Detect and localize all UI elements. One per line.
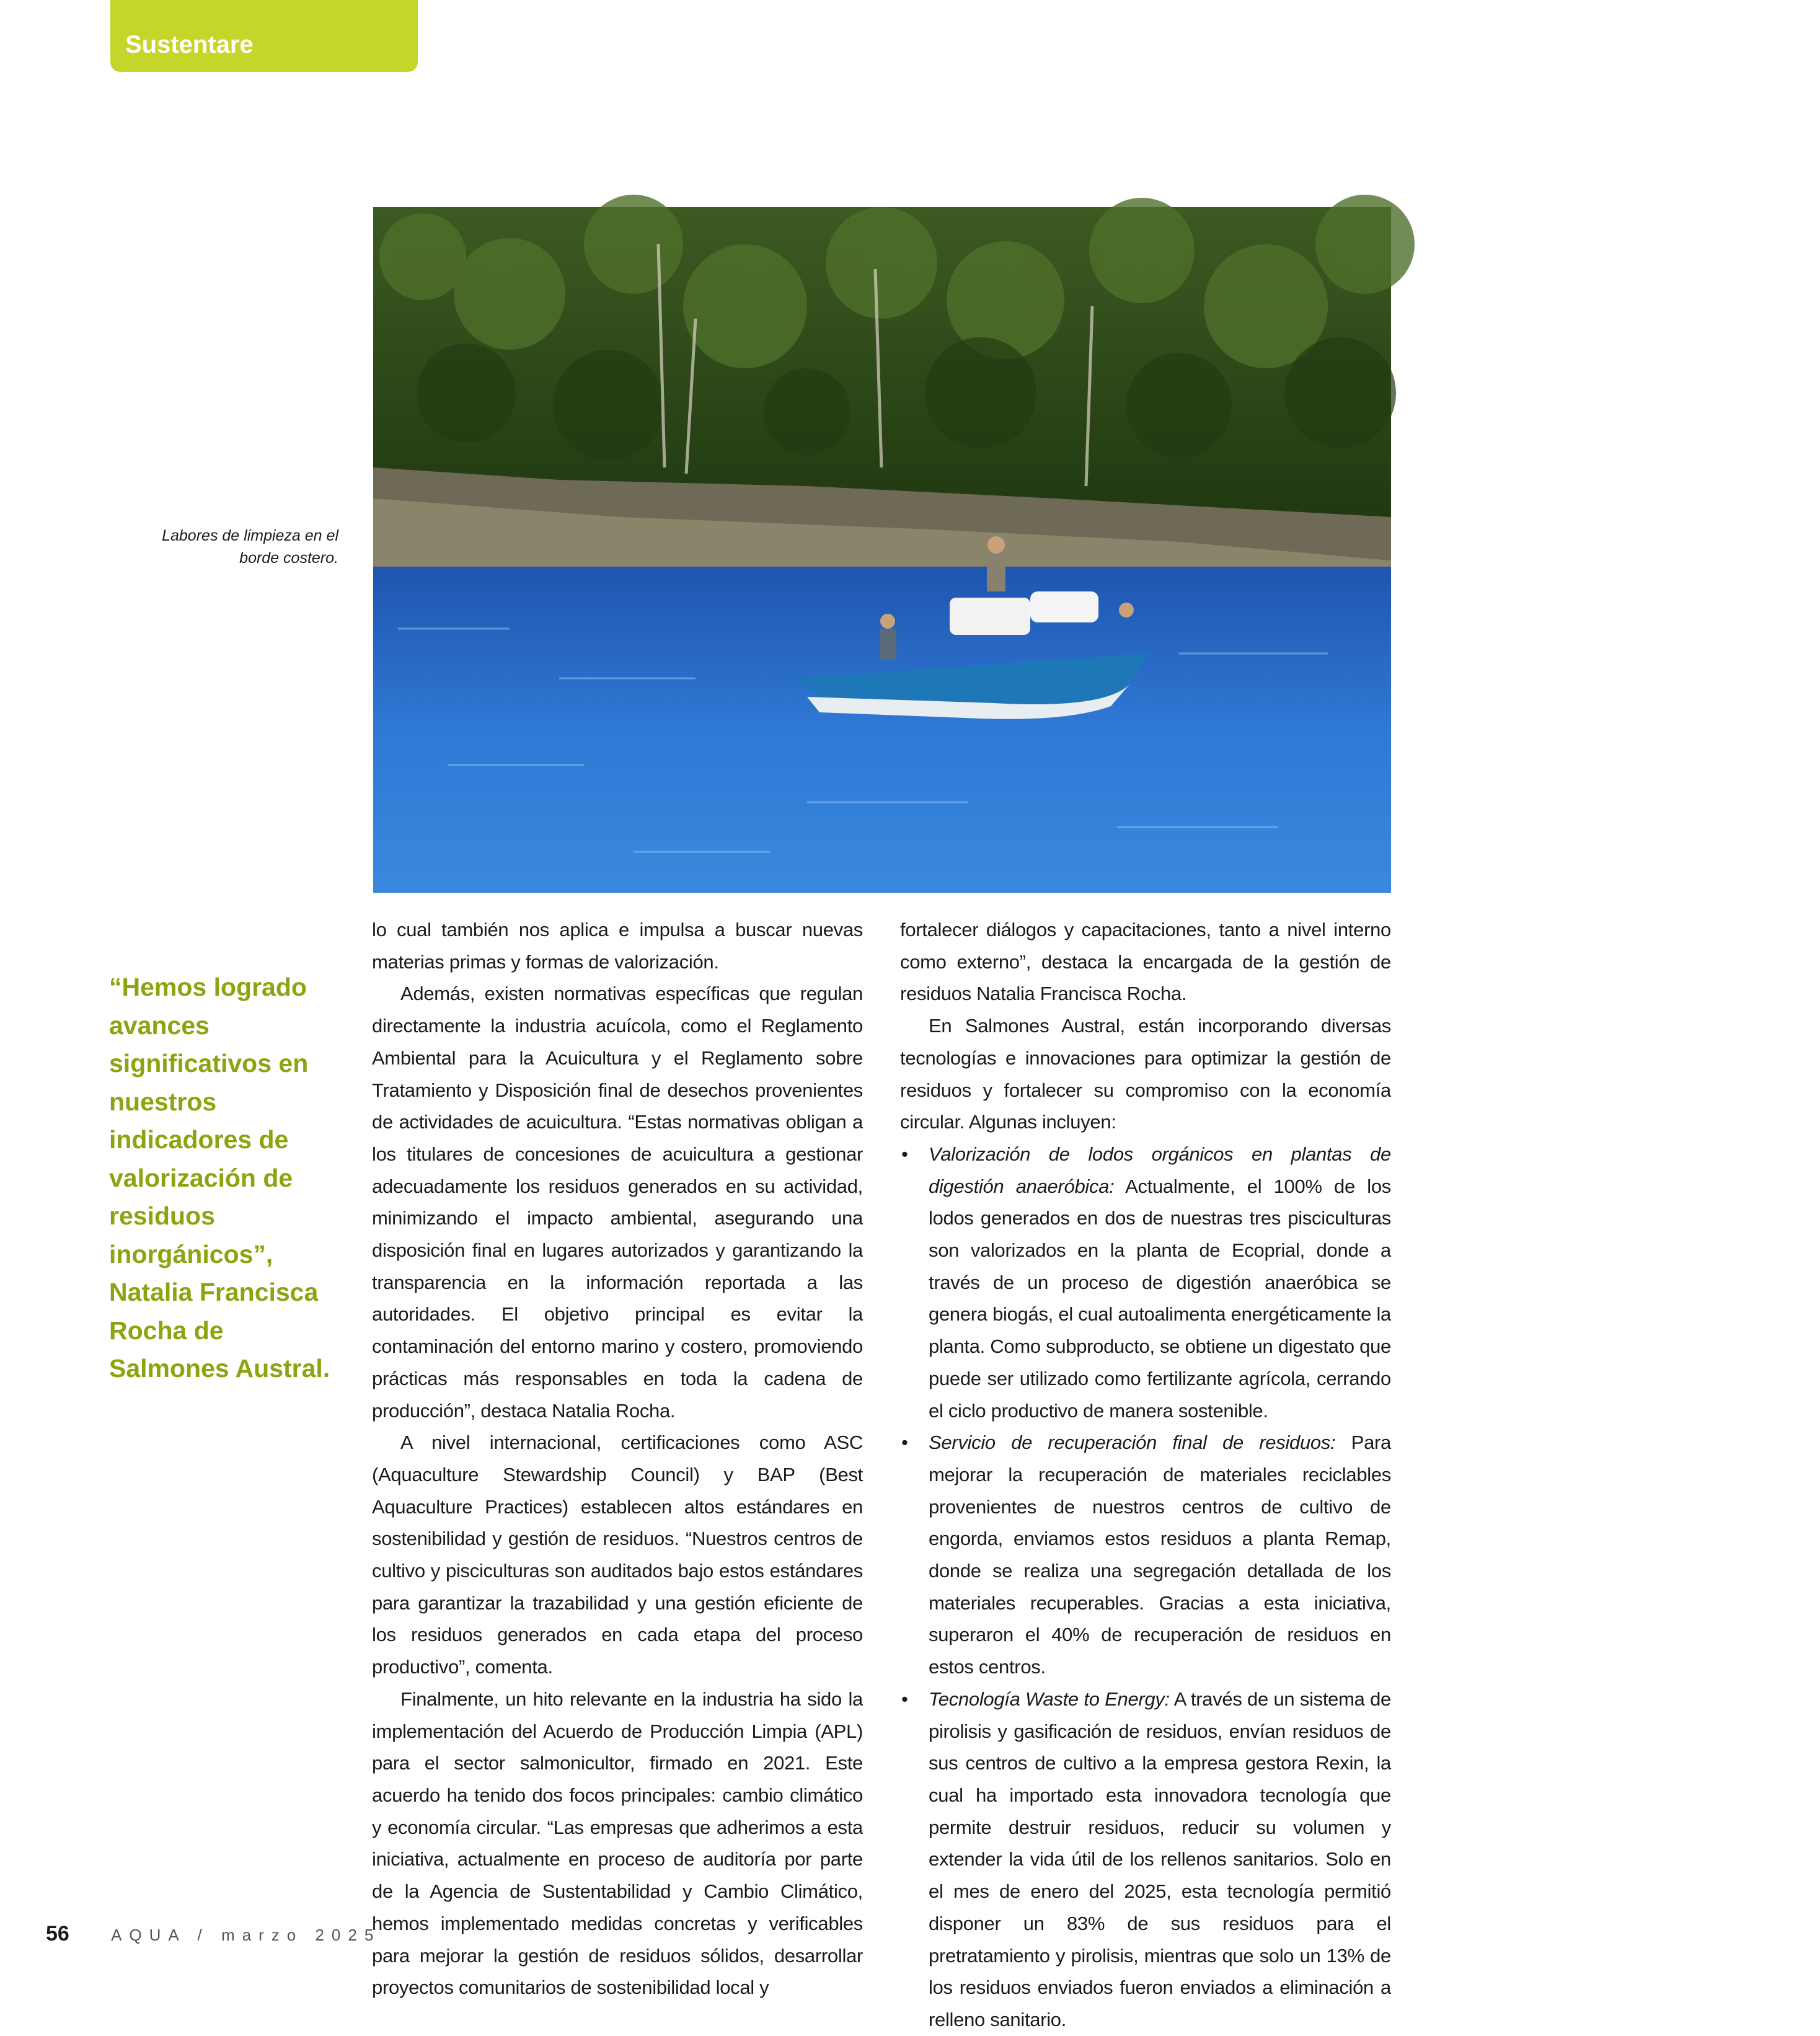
list-item bbox=[900, 1427, 1391, 1683]
article-column-2 bbox=[900, 914, 1391, 2036]
magazine-issue: AQUA / marzo 2025 bbox=[111, 1926, 381, 1944]
section-tab bbox=[110, 0, 418, 72]
paragraph: En Salmones Austral, están incorporando diversas tecnologías e innovaciones para optimizar la gestión de residuos y fortalecer su compromiso con la economía circular. Algunas incluyen: bbox=[900, 1015, 1391, 1133]
page-footer bbox=[46, 1922, 381, 1946]
bullet-text: Para mejorar la recuperación de materiales reciclables provenientes de nuestros centros de cultivo de engorda, enviamos estos residuos a planta Remap, donde se realiza una segregación detallada de los materiales recuperables. Gracias a esta iniciativa, superaron el 40% de recuperación de residuos en estos centros. bbox=[929, 1432, 1391, 1678]
page-number: 56 bbox=[46, 1922, 69, 1945]
article-column-1 bbox=[372, 914, 863, 2004]
bullet-list bbox=[900, 1138, 1391, 2036]
paragraph: Además, existen normativas específicas que regulan directamente la industria acuícola, como el Reglamento Ambiental para la Acuicultura y el Reglamento sobre Tratamiento y Disposición final de desechos provenientes de actividades de acuicultura. “Estas normativas obligan a los titulares de concesiones de acuicultura a gestionar adecuadamente los residuos generados en su actividad, minimizando el impacto ambiental, asegurando una disposición final en lugares autorizados y garantizando la transparencia en la información reportada a las autoridades. El objetivo principal es evitar la contaminación del entorno marino y costero, promoviendo prácticas más responsables en toda la cadena de producción”, destaca Natalia Rocha. bbox=[372, 983, 863, 1422]
section-title: Sustentare bbox=[125, 31, 254, 58]
bullet-text: A través de un sistema de pirolisis y gasificación de residuos, envían residuos de sus centros de cultivo a la empresa gestora Rexin, la cual ha importado esta innovadora tecnología que permite destruir residuos, reducir su volumen y extender la vida útil de los rellenos sanitarios. Solo en el mes de enero del 2025, esta tecnología permitió disponer un 83% de sus residuos para el pretratamiento y pirolisis, mientras que solo un 13% de los residuos enviados fueron enviados a eliminación a relleno sanitario. bbox=[929, 1688, 1391, 2030]
bullet-title: Valorización de lodos orgánicos en plantas de digestión anaeróbica: bbox=[929, 1143, 1391, 1197]
article-photo bbox=[373, 207, 1820, 893]
paragraph: A nivel internacional, certificaciones como ASC (Aquaculture Stewardship Council) y BAP (Best Aquaculture Practices) establecen altos estándares en sostenibilidad y gestión de residuos. “Nuestros centros de cultivo y pisciculturas son auditados bajo estos estándares para garantizar la trazabilidad y una gestión eficiente de los residuos generados en cada etapa del proceso productivo”, comenta. bbox=[372, 1432, 863, 1678]
bullet-title: Tecnología Waste to Energy: bbox=[929, 1688, 1170, 1710]
paragraph: fortalecer diálogos y capacitaciones, tanto a nivel interno como externo”, destaca la encargada de la gestión de residuos Natalia Francisca Rocha. bbox=[900, 919, 1391, 1005]
photo-credit: Fuente: SalmonChile. bbox=[1803, 479, 1820, 622]
list-item bbox=[900, 1138, 1391, 1427]
pull-quote: “Hemos logrado avances significativos en nuestros indicadores de valorización de residuos inorgánicos”, Natalia Francisca Rocha de Salmones Austral. bbox=[109, 973, 330, 1383]
paragraph: Finalmente, un hito relevante en la industria ha sido la implementación del Acuerdo de Producción Limpia (APL) para el sector salmonicultor, firmado en 2021. Este acuerdo ha tenido dos focos principales: cambio climático y economía circular. “Las empresas que adherimos a esta iniciativa, actualmente en proceso de auditoría por parte de la Agencia de Sustentabilidad y Cambio Climático, hemos implementado medidas concretas y verificables para mejorar la gestión de residuos sólidos, desarrollar proyectos comunitarios de sostenibilidad local y bbox=[372, 1688, 863, 1999]
boat-photo-illustration bbox=[373, 207, 1391, 893]
list-item bbox=[900, 1683, 1391, 2036]
paragraph: lo cual también nos aplica e impulsa a buscar nuevas materias primas y formas de valorización. bbox=[372, 919, 863, 973]
photo-caption: Labores de limpieza en el borde costero. bbox=[162, 527, 338, 567]
bullet-title: Servicio de recuperación final de residuos: bbox=[929, 1432, 1336, 1454]
bullet-text: Actualmente, el 100% de los lodos generados en dos de nuestras tres pisciculturas son valorizados en la planta de Ecoprial, donde a través de un proceso de digestión anaeróbica se genera biogás, el cual autoalimenta energéticamente la planta. Como subproducto, se obtiene un digestato que puede ser utilizado como fertilizante agrícola, cerrando el ciclo productivo de manera sostenible. bbox=[929, 1175, 1391, 1422]
